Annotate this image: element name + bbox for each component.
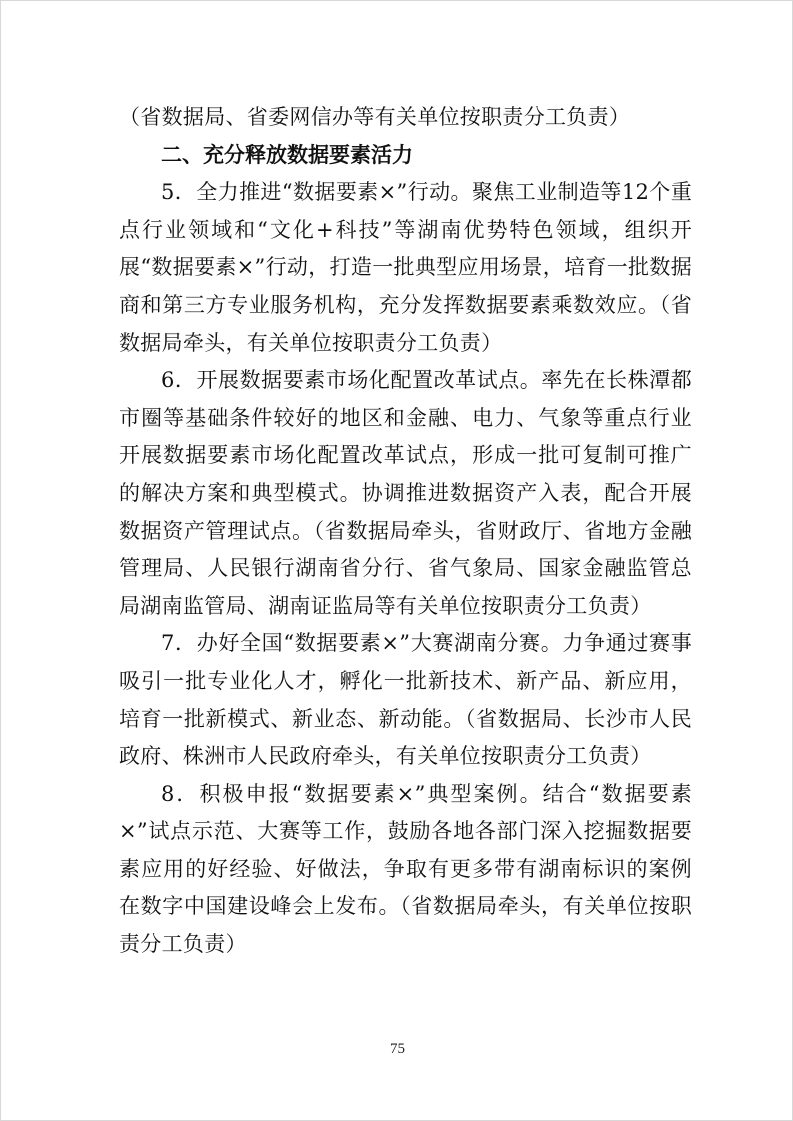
paragraph-item-8: 8．积极申报“数据要素×”典型案例。结合“数据要素×”试点示范、大赛等工作，鼓励各地各部门深入挖掘数据要素应用的好经验、好做法，争取有更多带有湖南标识的案例在数字中国建设峰会上发布。（省数据局牵头，有关单位按职责分工负责） <box>119 781 692 957</box>
paragraph-responsibility-note: （省数据局、省委网信办等有关单位按职责分工负责） <box>119 105 631 129</box>
page-number: 75 <box>390 1041 405 1057</box>
section-heading: 二、充分释放数据要素活力 <box>161 142 413 167</box>
paragraph-item-7: 7．办好全国“数据要素×”大赛湖南分赛。力争通过赛事吸引一批专业化人才，孵化一批新技术、新产品、新应用，培育一批新模式、新业态、新动能。（省数据局、长沙市人民政府、株洲市人民政府牵头，有关单位按职责分工负责） <box>119 631 692 769</box>
paragraph-item-6: 6．开展数据要素市场化配置改革试点。率先在长株潭都市圈等基础条件较好的地区和金融、电力、气象等重点行业开展数据要素市场化配置改革试点，形成一批可复制可推广的解决方案和典型模式。协调推进数据资产入表，配合开展数据资产管理试点。（省数据局牵头，省财政厅、省地方金融管理局、人民银行湖南省分行、省气象局、国家金融监管总局湖南监管局、湖南证监局等有关单位按职责分工负责） <box>119 368 692 618</box>
document-body <box>119 99 692 964</box>
paragraph-item-5: 5．全力推进“数据要素×”行动。聚焦工业制造等12个重点行业领域和“文化+科技”等湖南优势特色领域，组织开展“数据要素×”行动，打造一批典型应用场景，培育一批数据商和第三方专业服务机构，充分发挥数据要素乘数效应。（省数据局牵头，有关单位按职责分工负责） <box>119 180 692 355</box>
